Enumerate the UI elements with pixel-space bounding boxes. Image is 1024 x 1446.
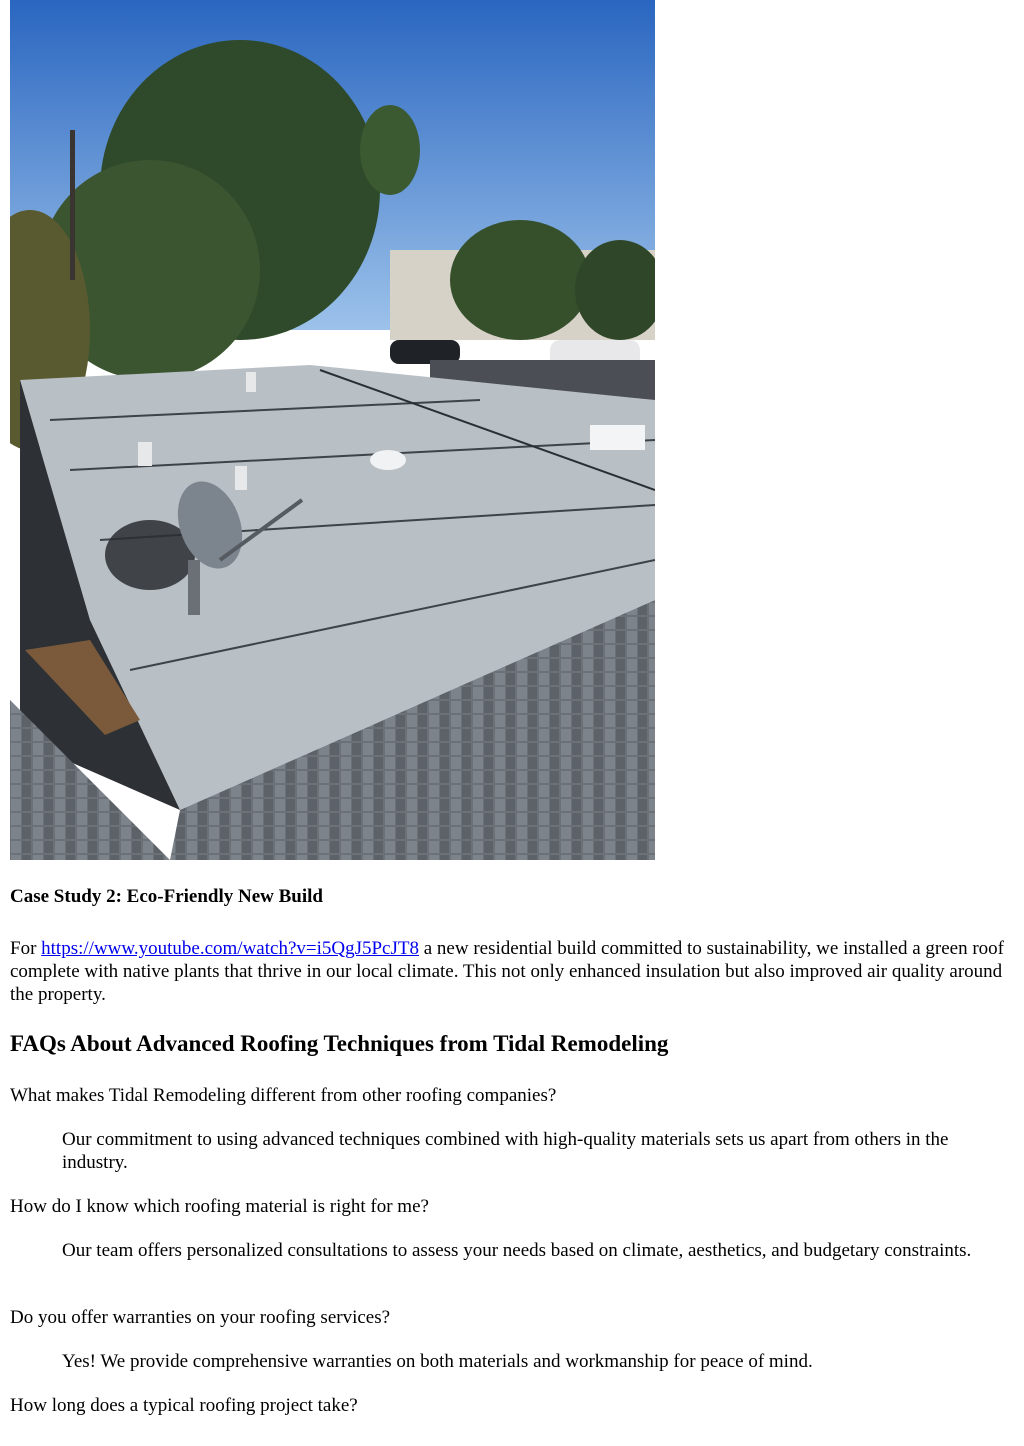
case-study-text-after: a new residential build committed to sustainability, we installed a green roof complete with native plants that thrive in our local climate. This not only enhanced insulation but also improved air quality around the property.	[10, 938, 1004, 1005]
faq-answer: Our commitment to using advanced techniques combined with high-quality materials sets us apart from others in the industry.	[62, 1129, 949, 1173]
youtube-link[interactable]: https://www.youtube.com/watch?v=i5QgJ5PcJT8	[41, 938, 419, 959]
faq-heading: FAQs About Advanced Roofing Techniques from Tidal Remodeling	[10, 1031, 669, 1056]
faq-answer: Yes! We provide comprehensive warranties on both materials and workmanship for peace of mind.	[62, 1351, 813, 1372]
case-study-text-before: For	[10, 938, 42, 959]
faq-answer: Our team offers personalized consultations to assess your needs based on climate, aesthetics, and budgetary constraints.	[62, 1240, 972, 1261]
faq-question: Do you offer warranties on your roofing services?	[10, 1307, 391, 1328]
case-study-paragraph	[10, 937, 1010, 1006]
case-study-title: Case Study 2: Eco-Friendly New Build	[10, 886, 323, 907]
faq-question: How do I know which roofing material is right for me?	[10, 1196, 429, 1217]
faq-question: How long does a typical roofing project take?	[10, 1395, 358, 1416]
roof-photo	[10, 0, 655, 860]
faq-question: What makes Tidal Remodeling different from other roofing companies?	[10, 1085, 557, 1106]
